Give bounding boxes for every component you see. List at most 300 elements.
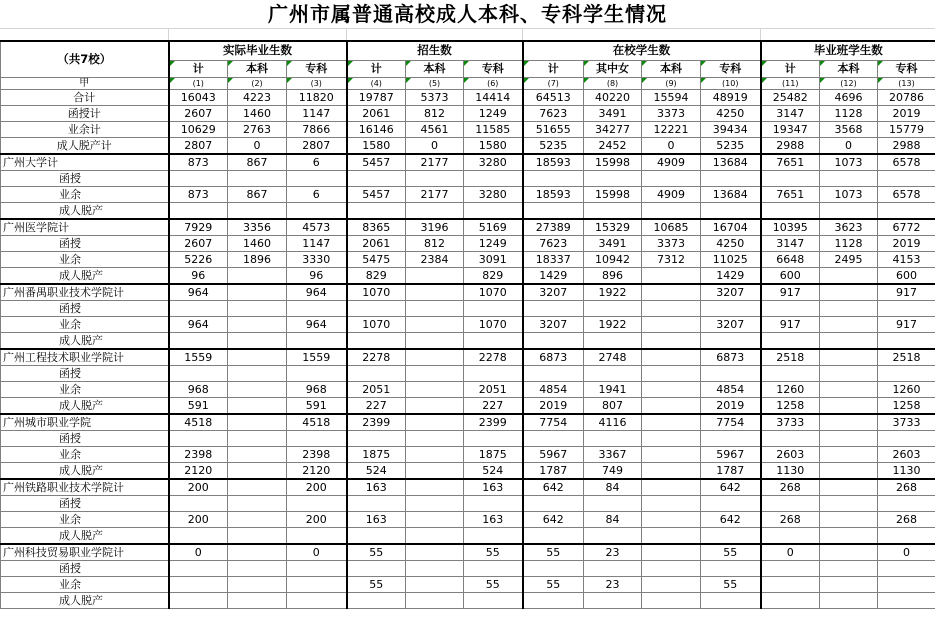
cell-value[interactable]: 1787 bbox=[701, 462, 761, 479]
cell-value[interactable]: 5457 bbox=[347, 154, 406, 171]
cell-value[interactable]: 591 bbox=[169, 397, 228, 414]
cell-value[interactable]: 84 bbox=[584, 479, 642, 496]
cell-value[interactable] bbox=[820, 397, 878, 414]
cell-value[interactable]: 867 bbox=[228, 154, 287, 171]
cell-value[interactable]: 807 bbox=[584, 397, 642, 414]
cell-value[interactable]: 873 bbox=[169, 186, 228, 202]
cell-value[interactable] bbox=[228, 170, 287, 186]
cell-value[interactable]: 55 bbox=[523, 576, 584, 592]
row-label[interactable]: 广州大学计 bbox=[1, 154, 169, 171]
cell-value[interactable] bbox=[464, 495, 523, 511]
cell-value[interactable]: 16146 bbox=[347, 121, 406, 137]
cell-value[interactable] bbox=[287, 527, 347, 544]
cell-value[interactable]: 2120 bbox=[169, 462, 228, 479]
column-index[interactable]: (11) bbox=[761, 77, 820, 89]
cell-value[interactable] bbox=[642, 576, 701, 592]
row-label[interactable]: 广州番禺职业技术学院计 bbox=[1, 284, 169, 301]
cell-value[interactable] bbox=[584, 430, 642, 446]
cell-value[interactable]: 2061 bbox=[347, 235, 406, 251]
cell-value[interactable] bbox=[820, 430, 878, 446]
cell-value[interactable]: 6873 bbox=[523, 349, 584, 366]
cell-value[interactable] bbox=[820, 267, 878, 284]
cell-value[interactable] bbox=[820, 527, 878, 544]
column-index[interactable]: (7) bbox=[523, 77, 584, 89]
cell-value[interactable]: 3356 bbox=[228, 219, 287, 236]
cell-value[interactable] bbox=[228, 446, 287, 462]
cell-value[interactable] bbox=[761, 592, 820, 608]
cell-value[interactable] bbox=[523, 527, 584, 544]
cell-value[interactable] bbox=[701, 592, 761, 608]
cell-value[interactable]: 25482 bbox=[761, 89, 820, 105]
cell-value[interactable] bbox=[406, 397, 464, 414]
cell-value[interactable]: 40220 bbox=[584, 89, 642, 105]
cell-value[interactable]: 968 bbox=[169, 381, 228, 397]
cell-value[interactable] bbox=[820, 316, 878, 332]
cell-value[interactable]: 268 bbox=[761, 479, 820, 496]
cell-value[interactable]: 2019 bbox=[701, 397, 761, 414]
cell-value[interactable]: 4909 bbox=[642, 154, 701, 171]
cell-value[interactable] bbox=[464, 430, 523, 446]
cell-value[interactable]: 2988 bbox=[878, 137, 935, 154]
cell-value[interactable]: 64513 bbox=[523, 89, 584, 105]
cell-value[interactable] bbox=[642, 381, 701, 397]
cell-value[interactable] bbox=[820, 495, 878, 511]
cell-value[interactable]: 4518 bbox=[169, 414, 228, 431]
cell-value[interactable] bbox=[406, 300, 464, 316]
row-label[interactable]: 广州医学院计 bbox=[1, 219, 169, 236]
cell-value[interactable] bbox=[169, 202, 228, 219]
cell-value[interactable]: 2061 bbox=[347, 105, 406, 121]
cell-value[interactable]: 812 bbox=[406, 235, 464, 251]
cell-value[interactable] bbox=[406, 479, 464, 496]
cell-value[interactable]: 7623 bbox=[523, 105, 584, 121]
row-label[interactable]: 业余 bbox=[1, 511, 169, 527]
cell-value[interactable]: 2177 bbox=[406, 186, 464, 202]
cell-value[interactable]: 3207 bbox=[701, 316, 761, 332]
cell-value[interactable] bbox=[701, 332, 761, 349]
cell-value[interactable]: 4116 bbox=[584, 414, 642, 431]
cell-value[interactable] bbox=[406, 381, 464, 397]
cell-value[interactable]: 13684 bbox=[701, 154, 761, 171]
cell-value[interactable]: 227 bbox=[347, 397, 406, 414]
cell-value[interactable]: 2452 bbox=[584, 137, 642, 154]
cell-value[interactable] bbox=[169, 170, 228, 186]
cell-value[interactable] bbox=[228, 267, 287, 284]
cell-value[interactable] bbox=[406, 365, 464, 381]
cell-value[interactable]: 20786 bbox=[878, 89, 935, 105]
row-label[interactable]: 业余 bbox=[1, 316, 169, 332]
row-label[interactable]: 成人脱产 bbox=[1, 462, 169, 479]
cell-value[interactable]: 6578 bbox=[878, 186, 935, 202]
row-label[interactable]: 函授 bbox=[1, 300, 169, 316]
cell-value[interactable]: 3491 bbox=[584, 105, 642, 121]
cell-value[interactable]: 3207 bbox=[701, 284, 761, 301]
cell-value[interactable]: 0 bbox=[761, 544, 820, 561]
cell-value[interactable]: 19787 bbox=[347, 89, 406, 105]
cell-value[interactable]: 2607 bbox=[169, 235, 228, 251]
cell-value[interactable]: 2603 bbox=[878, 446, 935, 462]
cell-value[interactable] bbox=[820, 414, 878, 431]
cell-value[interactable] bbox=[169, 527, 228, 544]
row-label[interactable]: 业余 bbox=[1, 251, 169, 267]
cell-value[interactable] bbox=[820, 332, 878, 349]
corner-label[interactable]: （共7校） bbox=[1, 41, 169, 77]
cell-value[interactable]: 1073 bbox=[820, 154, 878, 171]
cell-value[interactable]: 1896 bbox=[228, 251, 287, 267]
cell-value[interactable] bbox=[347, 202, 406, 219]
cell-value[interactable]: 1070 bbox=[464, 316, 523, 332]
cell-value[interactable]: 3147 bbox=[761, 235, 820, 251]
cell-value[interactable]: 1460 bbox=[228, 105, 287, 121]
cell-value[interactable] bbox=[523, 495, 584, 511]
cell-value[interactable] bbox=[878, 592, 935, 608]
cell-value[interactable]: 0 bbox=[228, 137, 287, 154]
row-label[interactable]: 成人脱产计 bbox=[1, 137, 169, 154]
cell-value[interactable] bbox=[464, 332, 523, 349]
cell-value[interactable] bbox=[642, 332, 701, 349]
cell-value[interactable] bbox=[464, 527, 523, 544]
cell-value[interactable]: 2748 bbox=[584, 349, 642, 366]
cell-value[interactable] bbox=[878, 332, 935, 349]
cell-value[interactable] bbox=[287, 332, 347, 349]
cell-value[interactable] bbox=[642, 430, 701, 446]
cell-value[interactable]: 1429 bbox=[523, 267, 584, 284]
cell-value[interactable]: 6 bbox=[287, 186, 347, 202]
cell-value[interactable]: 3491 bbox=[584, 235, 642, 251]
cell-value[interactable] bbox=[523, 300, 584, 316]
cell-value[interactable] bbox=[228, 202, 287, 219]
column-header[interactable]: 其中女 bbox=[584, 60, 642, 77]
cell-value[interactable] bbox=[347, 365, 406, 381]
column-index[interactable]: (2) bbox=[228, 77, 287, 89]
cell-value[interactable]: 7651 bbox=[761, 186, 820, 202]
cell-value[interactable] bbox=[464, 300, 523, 316]
cell-value[interactable] bbox=[228, 479, 287, 496]
cell-value[interactable]: 1258 bbox=[878, 397, 935, 414]
cell-value[interactable]: 13684 bbox=[701, 186, 761, 202]
cell-value[interactable] bbox=[523, 202, 584, 219]
row-label[interactable]: 成人脱产 bbox=[1, 332, 169, 349]
cell-value[interactable]: 5235 bbox=[701, 137, 761, 154]
cell-value[interactable] bbox=[820, 381, 878, 397]
cell-value[interactable]: 7754 bbox=[701, 414, 761, 431]
row-label[interactable]: 函授 bbox=[1, 365, 169, 381]
cell-value[interactable]: 7312 bbox=[642, 251, 701, 267]
cell-value[interactable] bbox=[523, 170, 584, 186]
cell-value[interactable]: 4561 bbox=[406, 121, 464, 137]
cell-value[interactable]: 1130 bbox=[761, 462, 820, 479]
cell-value[interactable]: 268 bbox=[878, 479, 935, 496]
cell-value[interactable]: 917 bbox=[878, 284, 935, 301]
column-index[interactable]: (5) bbox=[406, 77, 464, 89]
cell-value[interactable]: 51655 bbox=[523, 121, 584, 137]
cell-value[interactable]: 15998 bbox=[584, 154, 642, 171]
cell-value[interactable]: 55 bbox=[347, 576, 406, 592]
cell-value[interactable]: 5373 bbox=[406, 89, 464, 105]
cell-value[interactable]: 3196 bbox=[406, 219, 464, 236]
cell-value[interactable] bbox=[523, 332, 584, 349]
cell-value[interactable] bbox=[878, 170, 935, 186]
row-label[interactable]: 函授 bbox=[1, 495, 169, 511]
cell-value[interactable] bbox=[761, 300, 820, 316]
cell-value[interactable]: 2763 bbox=[228, 121, 287, 137]
cell-value[interactable] bbox=[642, 267, 701, 284]
cell-value[interactable]: 829 bbox=[347, 267, 406, 284]
cell-value[interactable] bbox=[761, 560, 820, 576]
row-label[interactable]: 函授计 bbox=[1, 105, 169, 121]
cell-value[interactable] bbox=[228, 462, 287, 479]
cell-value[interactable] bbox=[820, 560, 878, 576]
cell-value[interactable]: 6873 bbox=[701, 349, 761, 366]
cell-value[interactable] bbox=[701, 202, 761, 219]
cell-value[interactable] bbox=[584, 592, 642, 608]
row-label[interactable]: 成人脱产 bbox=[1, 267, 169, 284]
cell-value[interactable]: 2051 bbox=[347, 381, 406, 397]
cell-value[interactable]: 2019 bbox=[878, 235, 935, 251]
cell-value[interactable] bbox=[287, 495, 347, 511]
cell-value[interactable]: 11820 bbox=[287, 89, 347, 105]
cell-value[interactable]: 10629 bbox=[169, 121, 228, 137]
row-label[interactable]: 成人脱产 bbox=[1, 527, 169, 544]
cell-value[interactable]: 1559 bbox=[287, 349, 347, 366]
row-label[interactable]: 函授 bbox=[1, 430, 169, 446]
cell-value[interactable]: 0 bbox=[406, 137, 464, 154]
cell-value[interactable]: 4854 bbox=[701, 381, 761, 397]
cell-value[interactable]: 15998 bbox=[584, 186, 642, 202]
cell-value[interactable]: 2019 bbox=[878, 105, 935, 121]
cell-value[interactable]: 1147 bbox=[287, 105, 347, 121]
cell-value[interactable]: 642 bbox=[523, 479, 584, 496]
cell-value[interactable] bbox=[584, 332, 642, 349]
cell-value[interactable] bbox=[820, 479, 878, 496]
row-label[interactable]: 广州科技贸易职业学院计 bbox=[1, 544, 169, 561]
cell-value[interactable]: 18337 bbox=[523, 251, 584, 267]
cell-value[interactable] bbox=[347, 527, 406, 544]
cell-value[interactable] bbox=[406, 170, 464, 186]
row-label[interactable]: 业余计 bbox=[1, 121, 169, 137]
cell-value[interactable]: 96 bbox=[287, 267, 347, 284]
cell-value[interactable] bbox=[878, 365, 935, 381]
cell-value[interactable] bbox=[287, 430, 347, 446]
cell-value[interactable]: 55 bbox=[347, 544, 406, 561]
cell-value[interactable]: 2398 bbox=[169, 446, 228, 462]
cell-value[interactable] bbox=[820, 446, 878, 462]
cell-value[interactable]: 3373 bbox=[642, 105, 701, 121]
cell-value[interactable] bbox=[878, 300, 935, 316]
column-header[interactable]: 专科 bbox=[287, 60, 347, 77]
cell-value[interactable]: 642 bbox=[701, 511, 761, 527]
cell-value[interactable]: 55 bbox=[523, 544, 584, 561]
cell-value[interactable] bbox=[169, 430, 228, 446]
cell-value[interactable] bbox=[878, 527, 935, 544]
cell-value[interactable] bbox=[642, 300, 701, 316]
column-header[interactable]: 本科 bbox=[820, 60, 878, 77]
cell-value[interactable]: 749 bbox=[584, 462, 642, 479]
cell-value[interactable]: 163 bbox=[464, 479, 523, 496]
cell-value[interactable]: 8365 bbox=[347, 219, 406, 236]
cell-value[interactable]: 4250 bbox=[701, 235, 761, 251]
row-label[interactable]: 函授 bbox=[1, 560, 169, 576]
cell-value[interactable]: 1260 bbox=[878, 381, 935, 397]
cell-value[interactable]: 964 bbox=[287, 316, 347, 332]
cell-value[interactable]: 4696 bbox=[820, 89, 878, 105]
cell-value[interactable] bbox=[642, 446, 701, 462]
cell-value[interactable]: 23 bbox=[584, 576, 642, 592]
cell-value[interactable] bbox=[406, 462, 464, 479]
cell-value[interactable] bbox=[347, 592, 406, 608]
cell-value[interactable] bbox=[820, 462, 878, 479]
column-index[interactable]: (12) bbox=[820, 77, 878, 89]
cell-value[interactable] bbox=[287, 560, 347, 576]
cell-value[interactable]: 1073 bbox=[820, 186, 878, 202]
row-label[interactable]: 成人脱产 bbox=[1, 592, 169, 608]
cell-value[interactable]: 2019 bbox=[523, 397, 584, 414]
cell-value[interactable] bbox=[228, 414, 287, 431]
cell-value[interactable] bbox=[228, 381, 287, 397]
cell-value[interactable]: 917 bbox=[761, 316, 820, 332]
cell-value[interactable] bbox=[169, 495, 228, 511]
cell-value[interactable]: 3373 bbox=[642, 235, 701, 251]
cell-value[interactable]: 7929 bbox=[169, 219, 228, 236]
cell-value[interactable] bbox=[169, 300, 228, 316]
cell-value[interactable]: 12221 bbox=[642, 121, 701, 137]
cell-value[interactable] bbox=[464, 560, 523, 576]
cell-value[interactable] bbox=[701, 170, 761, 186]
row-label[interactable]: 业余 bbox=[1, 576, 169, 592]
cell-value[interactable] bbox=[228, 560, 287, 576]
cell-value[interactable] bbox=[701, 495, 761, 511]
cell-value[interactable]: 3367 bbox=[584, 446, 642, 462]
cell-value[interactable]: 3207 bbox=[523, 284, 584, 301]
column-header[interactable]: 计 bbox=[761, 60, 820, 77]
cell-value[interactable]: 10395 bbox=[761, 219, 820, 236]
cell-value[interactable]: 1429 bbox=[701, 267, 761, 284]
cell-value[interactable]: 1922 bbox=[584, 284, 642, 301]
cell-value[interactable] bbox=[523, 430, 584, 446]
cell-value[interactable] bbox=[406, 316, 464, 332]
cell-value[interactable] bbox=[228, 511, 287, 527]
cell-value[interactable]: 55 bbox=[701, 544, 761, 561]
cell-value[interactable]: 0 bbox=[642, 137, 701, 154]
cell-value[interactable] bbox=[642, 592, 701, 608]
column-header[interactable]: 计 bbox=[169, 60, 228, 77]
column-index[interactable]: (3) bbox=[287, 77, 347, 89]
column-header[interactable]: 本科 bbox=[228, 60, 287, 77]
cell-value[interactable]: 1941 bbox=[584, 381, 642, 397]
cell-value[interactable]: 268 bbox=[878, 511, 935, 527]
row-label[interactable]: 广州铁路职业技术学院计 bbox=[1, 479, 169, 496]
cell-value[interactable]: 5226 bbox=[169, 251, 228, 267]
cell-value[interactable]: 3147 bbox=[761, 105, 820, 121]
cell-value[interactable]: 5475 bbox=[347, 251, 406, 267]
cell-value[interactable]: 2399 bbox=[464, 414, 523, 431]
cell-value[interactable]: 0 bbox=[820, 137, 878, 154]
cell-value[interactable]: 19347 bbox=[761, 121, 820, 137]
cell-value[interactable]: 1070 bbox=[464, 284, 523, 301]
cell-value[interactable] bbox=[878, 576, 935, 592]
cell-value[interactable] bbox=[761, 495, 820, 511]
cell-value[interactable] bbox=[406, 267, 464, 284]
cell-value[interactable] bbox=[406, 527, 464, 544]
cell-value[interactable]: 2495 bbox=[820, 251, 878, 267]
cell-value[interactable]: 591 bbox=[287, 397, 347, 414]
cell-value[interactable] bbox=[228, 592, 287, 608]
cell-value[interactable] bbox=[406, 560, 464, 576]
cell-value[interactable] bbox=[761, 365, 820, 381]
cell-value[interactable]: 2051 bbox=[464, 381, 523, 397]
cell-value[interactable]: 14414 bbox=[464, 89, 523, 105]
column-index[interactable]: (8) bbox=[584, 77, 642, 89]
cell-value[interactable]: 964 bbox=[169, 284, 228, 301]
group-header[interactable]: 实际毕业生数 bbox=[169, 41, 347, 60]
column-index[interactable]: (9) bbox=[642, 77, 701, 89]
cell-value[interactable]: 10685 bbox=[642, 219, 701, 236]
cell-value[interactable] bbox=[642, 365, 701, 381]
cell-value[interactable] bbox=[642, 349, 701, 366]
cell-value[interactable]: 200 bbox=[169, 479, 228, 496]
cell-value[interactable]: 18593 bbox=[523, 186, 584, 202]
cell-value[interactable]: 7866 bbox=[287, 121, 347, 137]
cell-value[interactable] bbox=[464, 365, 523, 381]
cell-value[interactable]: 5235 bbox=[523, 137, 584, 154]
cell-value[interactable] bbox=[228, 332, 287, 349]
cell-value[interactable] bbox=[228, 544, 287, 561]
cell-value[interactable]: 11585 bbox=[464, 121, 523, 137]
cell-value[interactable]: 27389 bbox=[523, 219, 584, 236]
cell-value[interactable] bbox=[287, 170, 347, 186]
cell-value[interactable] bbox=[406, 511, 464, 527]
cell-value[interactable]: 1460 bbox=[228, 235, 287, 251]
cell-value[interactable] bbox=[642, 544, 701, 561]
cell-value[interactable] bbox=[820, 170, 878, 186]
group-header[interactable]: 招生数 bbox=[347, 41, 523, 60]
cell-value[interactable] bbox=[761, 576, 820, 592]
cell-value[interactable] bbox=[406, 592, 464, 608]
cell-value[interactable] bbox=[642, 414, 701, 431]
cell-value[interactable] bbox=[406, 544, 464, 561]
cell-value[interactable]: 2278 bbox=[464, 349, 523, 366]
row-label[interactable]: 广州城市职业学院 bbox=[1, 414, 169, 431]
cell-value[interactable] bbox=[642, 495, 701, 511]
cell-value[interactable] bbox=[406, 495, 464, 511]
cell-value[interactable] bbox=[287, 365, 347, 381]
cell-value[interactable] bbox=[642, 170, 701, 186]
cell-value[interactable]: 3280 bbox=[464, 154, 523, 171]
cell-value[interactable]: 3330 bbox=[287, 251, 347, 267]
cell-value[interactable]: 867 bbox=[228, 186, 287, 202]
cell-value[interactable]: 48919 bbox=[701, 89, 761, 105]
cell-value[interactable] bbox=[169, 576, 228, 592]
cell-value[interactable]: 4250 bbox=[701, 105, 761, 121]
cell-value[interactable]: 2518 bbox=[878, 349, 935, 366]
cell-value[interactable]: 6648 bbox=[761, 251, 820, 267]
cell-value[interactable]: 6 bbox=[287, 154, 347, 171]
cell-value[interactable]: 964 bbox=[169, 316, 228, 332]
cell-value[interactable] bbox=[878, 202, 935, 219]
cell-value[interactable]: 55 bbox=[464, 544, 523, 561]
cell-value[interactable] bbox=[820, 365, 878, 381]
column-index[interactable]: (1) bbox=[169, 77, 228, 89]
cell-value[interactable] bbox=[169, 592, 228, 608]
cell-value[interactable]: 18593 bbox=[523, 154, 584, 171]
cell-value[interactable]: 96 bbox=[169, 267, 228, 284]
cell-value[interactable] bbox=[464, 170, 523, 186]
cell-value[interactable] bbox=[584, 495, 642, 511]
cell-value[interactable]: 2278 bbox=[347, 349, 406, 366]
cell-value[interactable] bbox=[642, 479, 701, 496]
cell-value[interactable]: 16704 bbox=[701, 219, 761, 236]
cell-value[interactable]: 1070 bbox=[347, 316, 406, 332]
